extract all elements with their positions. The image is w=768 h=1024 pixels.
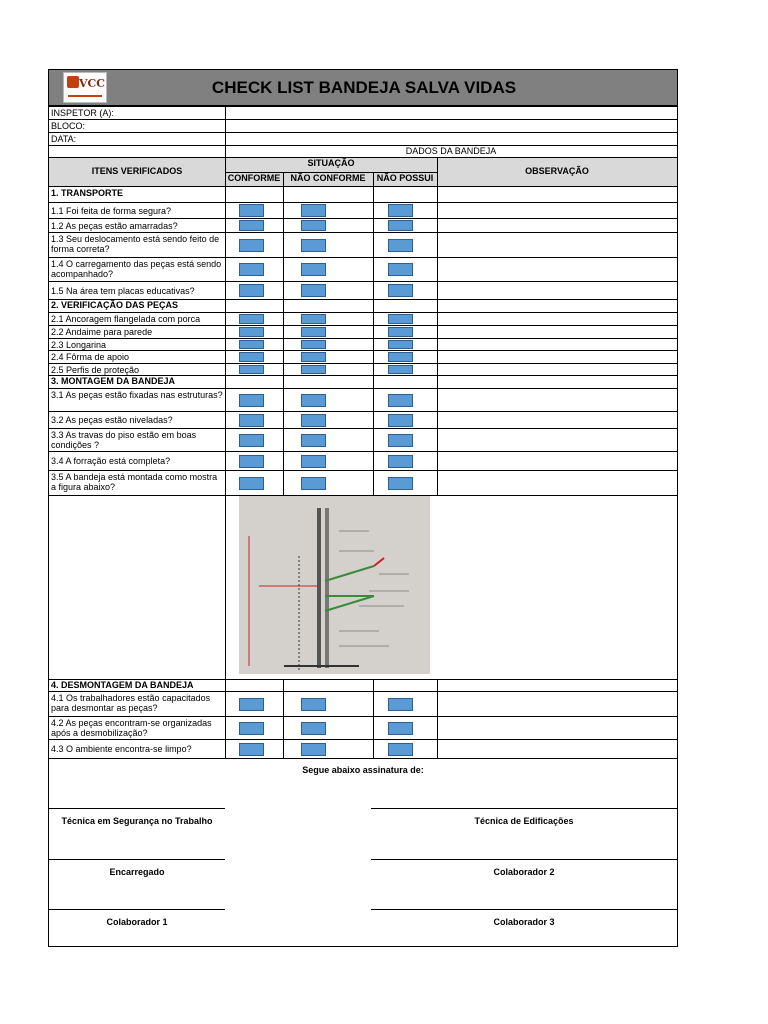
checkbox-nao-conforme[interactable]: [301, 263, 326, 276]
item-label: 2.3 Longarina: [51, 339, 107, 350]
table-rule: [283, 172, 284, 495]
table-rule: [373, 679, 374, 758]
checkbox-nao-possui[interactable]: [388, 204, 413, 217]
checkbox-conforme[interactable]: [239, 314, 264, 324]
section-header: 3. MONTAGEM DA BANDEJA: [51, 376, 176, 386]
checkbox-nao-conforme[interactable]: [301, 204, 326, 217]
item-label: 2.2 Andaime para parede: [51, 327, 153, 337]
col-observacao: OBSERVAÇÃO: [525, 166, 589, 176]
checkbox-nao-possui[interactable]: [388, 394, 413, 407]
table-rule: [49, 145, 677, 146]
checkbox-nao-conforme[interactable]: [301, 698, 326, 711]
table-rule: [49, 132, 677, 133]
observacao-field[interactable]: [438, 452, 676, 469]
bloco-label: BLOCO:: [51, 121, 86, 131]
item-label: 2.4 Fôrma de apoio: [51, 352, 130, 362]
table-rule: [225, 172, 437, 173]
logo-text: VCC: [79, 77, 106, 90]
section-header: 1. TRANSPORTE: [51, 188, 124, 198]
table-rule: [49, 157, 677, 158]
checkbox-conforme[interactable]: [239, 239, 264, 252]
checkbox-nao-possui[interactable]: [388, 352, 413, 362]
checkbox-nao-possui[interactable]: [388, 743, 413, 756]
checkbox-nao-possui[interactable]: [388, 477, 413, 490]
checkbox-nao-conforme[interactable]: [301, 743, 326, 756]
col-conforme: CONFORME: [227, 173, 281, 183]
diagram-svg: [239, 496, 430, 674]
signature-colaborador-2: Colaborador 2: [493, 867, 555, 877]
checkbox-nao-conforme[interactable]: [301, 327, 326, 337]
signature-intro: Segue abaixo assinatura de:: [302, 765, 424, 775]
observacao-field[interactable]: [438, 233, 676, 256]
signature-colaborador-1: Colaborador 1: [106, 917, 168, 927]
item-label: 3.5 A bandeja está montada como mostra a figura abaixo?: [51, 472, 218, 492]
checkbox-conforme[interactable]: [239, 204, 264, 217]
observacao-field[interactable]: [438, 282, 676, 298]
section-header: 2. VERIFICAÇÃO DAS PEÇAS: [51, 300, 179, 310]
item-label: 3.2 As peças estão niveladas?: [51, 415, 173, 425]
checkbox-conforme[interactable]: [239, 743, 264, 756]
checkbox-nao-conforme[interactable]: [301, 365, 326, 374]
checkbox-nao-conforme[interactable]: [301, 239, 326, 252]
checkbox-conforme[interactable]: [239, 220, 264, 231]
observacao-field[interactable]: [438, 351, 676, 362]
observacao-field[interactable]: [438, 203, 676, 217]
checkbox-conforme[interactable]: [239, 455, 264, 468]
checkbox-conforme[interactable]: [239, 263, 264, 276]
col-nao-possui: NÃO POSSUI: [376, 173, 434, 183]
observacao-field[interactable]: [438, 389, 676, 410]
checkbox-nao-possui[interactable]: [388, 220, 413, 231]
signature-line-right-1: [371, 808, 677, 809]
observacao-field[interactable]: [438, 258, 676, 280]
table-rule: [49, 186, 677, 187]
table-rule: [49, 758, 677, 759]
table-rule: [373, 172, 374, 495]
item-label: 1.2 As peças estão amarradas?: [51, 220, 178, 231]
item-label: 1.1 Foi feita de forma segura?: [51, 205, 172, 216]
checkbox-nao-possui[interactable]: [388, 455, 413, 468]
col-nao-conforme: NÃO CONFORME: [290, 173, 366, 183]
diagram-column: [317, 508, 321, 668]
observacao-field[interactable]: [438, 692, 676, 715]
checkbox-nao-conforme[interactable]: [301, 414, 326, 427]
signature-colaborador-3: Colaborador 3: [493, 917, 555, 927]
checkbox-nao-possui[interactable]: [388, 239, 413, 252]
item-label: 1.3 Seu deslocamento está sendo feito de forma correta?: [51, 234, 220, 254]
checkbox-nao-possui[interactable]: [388, 698, 413, 711]
observacao-field[interactable]: [438, 717, 676, 738]
checkbox-nao-conforme[interactable]: [301, 352, 326, 362]
signature-line-right-3: [371, 909, 677, 910]
checkbox-conforme[interactable]: [239, 722, 264, 735]
logo: [63, 72, 107, 103]
checkbox-conforme[interactable]: [239, 477, 264, 490]
checkbox-nao-possui[interactable]: [388, 414, 413, 427]
checkbox-nao-possui[interactable]: [388, 434, 413, 447]
data-field[interactable]: [225, 133, 677, 145]
checkbox-nao-conforme[interactable]: [301, 722, 326, 735]
checkbox-nao-conforme[interactable]: [301, 340, 326, 349]
checkbox-conforme[interactable]: [239, 340, 264, 349]
checkbox-nao-conforme[interactable]: [301, 314, 326, 324]
checkbox-nao-possui[interactable]: [388, 340, 413, 349]
item-label: 2.5 Perfis de proteção: [51, 364, 140, 375]
item-label: 1.5 Na área tem placas educativas?: [51, 285, 195, 296]
inspetor-label: INSPETOR (A):: [51, 108, 114, 118]
observacao-field[interactable]: [438, 313, 676, 324]
signature-line-left-2: [49, 859, 225, 860]
observacao-field[interactable]: [438, 740, 676, 757]
observacao-field[interactable]: [438, 412, 676, 427]
signature-line-left-1: [49, 808, 225, 809]
checkbox-nao-possui[interactable]: [388, 284, 413, 297]
table-rule: [49, 106, 677, 107]
data-label: DATA:: [51, 134, 77, 144]
table-rule: [283, 679, 284, 758]
logo-mark: [67, 76, 79, 88]
checkbox-conforme[interactable]: [239, 434, 264, 447]
item-label: 4.3 O ambiente encontra-se limpo?: [51, 744, 192, 754]
checkbox-nao-possui[interactable]: [388, 314, 413, 324]
item-label: 3.4 A forração está completa?: [51, 456, 171, 466]
checkbox-nao-possui[interactable]: [388, 263, 413, 276]
logo-underline: [68, 95, 102, 97]
item-label: 4.1 Os trabalhadores estão capacitados para desmontar as peças?: [51, 693, 211, 713]
checkbox-nao-possui[interactable]: [388, 722, 413, 735]
signature-tecnica-seguranca: Técnica em Segurança no Trabalho: [61, 816, 213, 826]
section-header: 4. DESMONTAGEM DA BANDEJA: [51, 680, 194, 690]
col-situacao: SITUAÇÃO: [307, 158, 355, 168]
col-itens-verificados: ITENS VERIFICADOS: [91, 166, 183, 176]
inspetor-field[interactable]: [225, 107, 677, 119]
table-rule: [49, 495, 677, 496]
checkbox-conforme[interactable]: [239, 365, 264, 374]
checkbox-nao-conforme[interactable]: [301, 434, 326, 447]
bandeja-diagram: [239, 496, 430, 674]
table-rule: [225, 107, 226, 758]
diagram-column-2: [325, 508, 329, 668]
item-label: 3.1 As peças estão fixadas nas estruturas?: [51, 390, 223, 400]
checklist-sheet: [48, 69, 678, 947]
checkbox-nao-conforme[interactable]: [301, 477, 326, 490]
item-label: 4.2 As peças encontram-se organizadas após a desmobilização?: [51, 718, 212, 738]
checkbox-nao-possui[interactable]: [388, 365, 413, 374]
checkbox-nao-conforme[interactable]: [301, 394, 326, 407]
observacao-field[interactable]: [438, 326, 676, 337]
checkbox-nao-conforme[interactable]: [301, 220, 326, 231]
item-label: 1.4 O carregamento das peças está sendo acompanhado?: [51, 259, 222, 279]
checkbox-conforme[interactable]: [239, 327, 264, 337]
observacao-field[interactable]: [438, 339, 676, 349]
page-title: CHECK LIST BANDEJA SALVA VIDAS: [211, 78, 517, 97]
signature-encarregado: Encarregado: [109, 867, 165, 877]
checkbox-conforme[interactable]: [239, 284, 264, 297]
bloco-field[interactable]: [225, 120, 677, 132]
item-label: 3.3 As travas do piso estão em boas condições ?: [51, 430, 197, 450]
checkbox-conforme[interactable]: [239, 698, 264, 711]
item-label: 2.1 Ancoragem flangelada com porca: [51, 314, 201, 324]
checkbox-conforme[interactable]: [239, 394, 264, 407]
checkbox-nao-possui[interactable]: [388, 327, 413, 337]
observacao-field[interactable]: [438, 364, 676, 374]
signature-line-left-3: [49, 909, 225, 910]
checkbox-conforme[interactable]: [239, 414, 264, 427]
observacao-field[interactable]: [438, 219, 676, 231]
checkbox-nao-conforme[interactable]: [301, 284, 326, 297]
table-rule: [49, 119, 677, 120]
signature-line-right-2: [371, 859, 677, 860]
checkbox-conforme[interactable]: [239, 352, 264, 362]
observacao-field[interactable]: [438, 471, 676, 494]
signature-tecnica-edificacoes: Técnica de Edificações: [474, 816, 574, 826]
section-title: DADOS DA BANDEJA: [405, 146, 497, 156]
checkbox-nao-conforme[interactable]: [301, 455, 326, 468]
observacao-field[interactable]: [438, 429, 676, 450]
